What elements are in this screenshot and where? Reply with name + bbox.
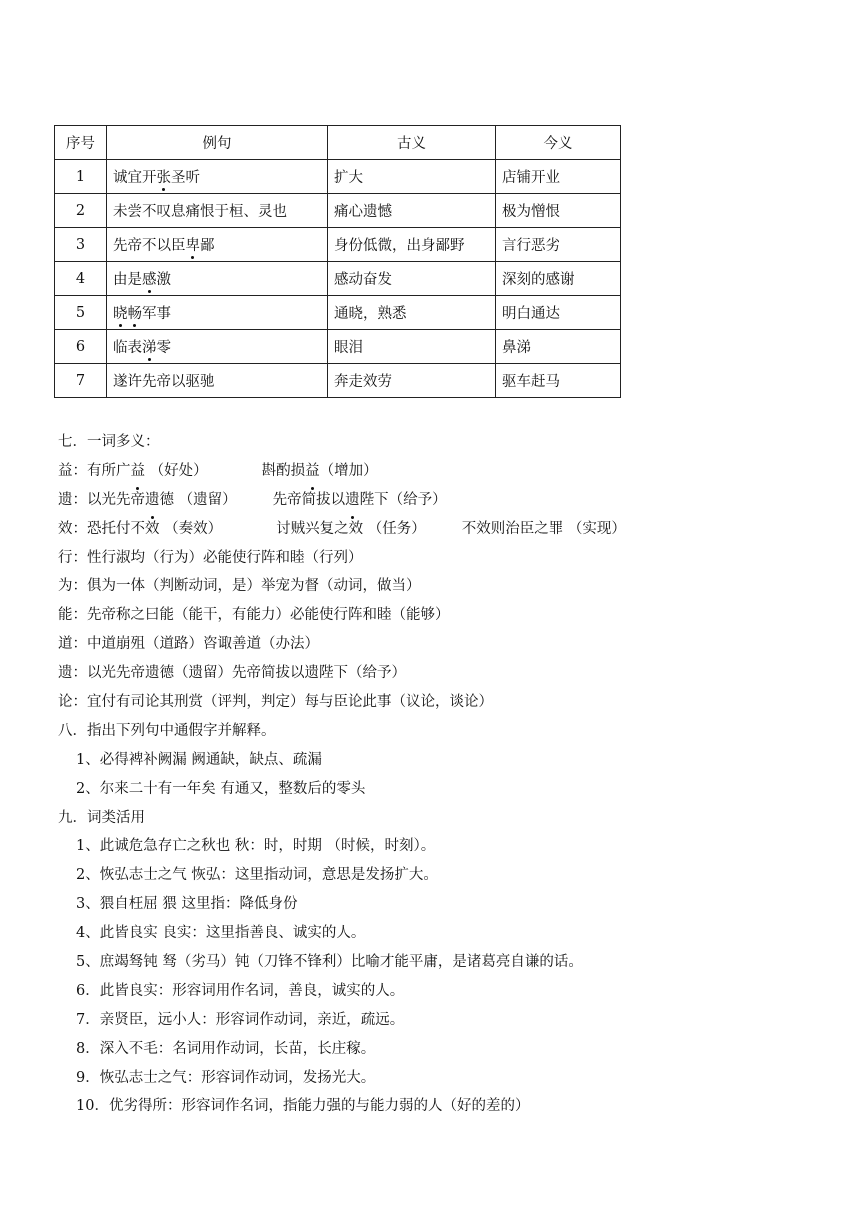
row-number: 2 xyxy=(55,194,107,228)
emphasized-char: 张 xyxy=(157,166,172,187)
modern-meaning: 明白通达 xyxy=(496,296,621,330)
modern-meaning: 极为憎恨 xyxy=(496,194,621,228)
modern-meaning: 鼻涕 xyxy=(496,330,621,364)
line-yi2: 遗：以光先帝遗德 （遗留） 先帝简拔以遗陛下（给予） xyxy=(58,486,848,515)
sentence-text: 军事 xyxy=(142,306,171,322)
huoyong-item-3: 3、猥自枉屈 猥 这里指：降低身份 xyxy=(76,896,298,913)
huoyong-item-8: 8．深入不毛：名词用作动词，长苗，长庄稼。 xyxy=(76,1040,376,1057)
huoyong-item-7: 7．亲贤臣，远小人：形容词作动词，亲近，疏远。 xyxy=(76,1011,405,1028)
ancient-meaning: 痛心遗憾 xyxy=(328,194,496,228)
section7-title: 七．一词多义： xyxy=(58,434,160,450)
example-sentence xyxy=(107,228,328,262)
emphasized-char: 涕 xyxy=(142,336,157,357)
header-ancient: 古义 xyxy=(328,126,496,160)
sentence-text: 鄙 xyxy=(200,238,215,254)
huoyong-item-4: 4、此皆良实 良实：这里指善良、诚实的人。 xyxy=(76,925,366,942)
polysemy-line-3: 能：先帝称之曰能（能干，有能力）必能使行阵和睦（能够） xyxy=(58,607,450,624)
huoyong-item-6: 6．此皆良实：形容词用作名词，善良，诚实的人。 xyxy=(76,982,405,999)
ancient-meaning: 奔走效劳 xyxy=(328,364,496,398)
table-row xyxy=(55,296,621,330)
sentence-text: 临表 xyxy=(113,340,142,356)
row-number: 3 xyxy=(55,228,107,262)
sentence-text: 圣听 xyxy=(171,170,200,186)
huoyong-item-1: 1、此诚危急存亡之秋也 秋：时，时期 （时候，时刻）。 xyxy=(76,838,436,855)
modern-meaning: 言行恶劣 xyxy=(496,228,621,262)
example-sentence xyxy=(107,194,328,228)
emphasized-char: 畅 xyxy=(128,302,143,323)
table-row xyxy=(55,330,621,364)
table-row xyxy=(55,364,621,398)
example-sentence xyxy=(107,296,328,330)
example-sentence xyxy=(107,364,328,398)
table-body xyxy=(55,160,621,398)
huoyong-item-5: 5、庶竭驽钝 驽（劣马）钝（刀锋不锋利）比喻才能平庸，是诸葛亮自谦的话。 xyxy=(76,954,583,971)
row-number: 5 xyxy=(55,296,107,330)
sentence-text: 激 xyxy=(156,272,171,288)
emphasized-char: 卑 xyxy=(186,234,201,255)
sentence-text: 先帝不以臣 xyxy=(113,238,186,254)
huoyong-item-10: 10．优劣得所：形容词作名词，指能力强的与能力弱的人（好的差的） xyxy=(76,1098,530,1115)
line-xiao: 效：恐托付不效 （奏效） 讨贼兴复之效 （任务） 不效则治臣之罪 （实现） xyxy=(58,520,626,537)
polysemy-line-1: 行：性行淑均（行为）必能使行阵和睦（行列） xyxy=(58,549,363,566)
ancient-meaning: 身份低微，出身鄙野 xyxy=(328,228,496,262)
row-number: 6 xyxy=(55,330,107,364)
example-sentence xyxy=(107,330,328,364)
example-sentence xyxy=(107,262,328,296)
vocab-table xyxy=(54,125,621,398)
header-modern: 今义 xyxy=(496,126,621,160)
modern-meaning: 店铺开业 xyxy=(496,160,621,194)
row-number: 4 xyxy=(55,262,107,296)
tongjia-item-1: 1、必得裨补阙漏 阙通缺，缺点、疏漏 xyxy=(76,751,322,768)
sentence-text: 由是 xyxy=(113,272,142,288)
line-yi: 益：有所广益 （好处） 斟酌损益（增加） xyxy=(58,457,848,486)
emphasized-char: 感 xyxy=(142,268,157,289)
polysemy-line-5: 遗：以光先帝遗德（遗留）先帝简拔以遗陛下（给予） xyxy=(58,665,406,682)
modern-meaning: 驱车赶马 xyxy=(496,364,621,398)
sentence-text: 未尝不叹息痛恨于桓、灵也 xyxy=(113,204,287,220)
header-sentence: 例句 xyxy=(107,126,328,160)
section8-title: 八．指出下列句中通假字并解释。 xyxy=(58,722,276,739)
table-header-row xyxy=(55,126,621,160)
row-number: 7 xyxy=(55,364,107,398)
tongjia-item-2: 2、尔来二十有一年矣 有通又，整数后的零头 xyxy=(76,780,366,797)
polysemy-line-2: 为：俱为一体（判断动词，是）举宠为督（动词，做当） xyxy=(58,578,421,595)
table-row xyxy=(55,194,621,228)
sentence-text: 零 xyxy=(156,340,171,356)
emphasized-char: 晓 xyxy=(113,302,128,323)
sentence-text: 诚宜开 xyxy=(113,170,157,186)
polysemy-line-4: 道：中道崩殂（道路）咨诹善道（办法） xyxy=(58,636,319,653)
ancient-meaning: 通晓，熟悉 xyxy=(328,296,496,330)
table-row xyxy=(55,262,621,296)
ancient-meaning: 眼泪 xyxy=(328,330,496,364)
header-num: 序号 xyxy=(55,126,107,160)
table-row xyxy=(55,228,621,262)
huoyong-item-9: 9．恢弘志士之气：形容词作动词，发扬光大。 xyxy=(76,1069,376,1086)
ancient-meaning: 扩大 xyxy=(328,160,496,194)
modern-meaning: 深刻的感谢 xyxy=(496,262,621,296)
row-number: 1 xyxy=(55,160,107,194)
notes-body xyxy=(58,428,848,1121)
polysemy-line-6: 论：宜付有司论其刑赏（评判，判定）每与臣论此事（议论，谈论） xyxy=(58,694,493,711)
ancient-meaning: 感动奋发 xyxy=(328,262,496,296)
section9-title: 九．词类活用 xyxy=(58,809,145,826)
sentence-text: 遂许先帝以驱驰 xyxy=(113,374,215,390)
huoyong-item-2: 2、恢弘志士之气 恢弘：这里指动词，意思是发扬扩大。 xyxy=(76,867,438,884)
table-row xyxy=(55,160,621,194)
example-sentence xyxy=(107,160,328,194)
